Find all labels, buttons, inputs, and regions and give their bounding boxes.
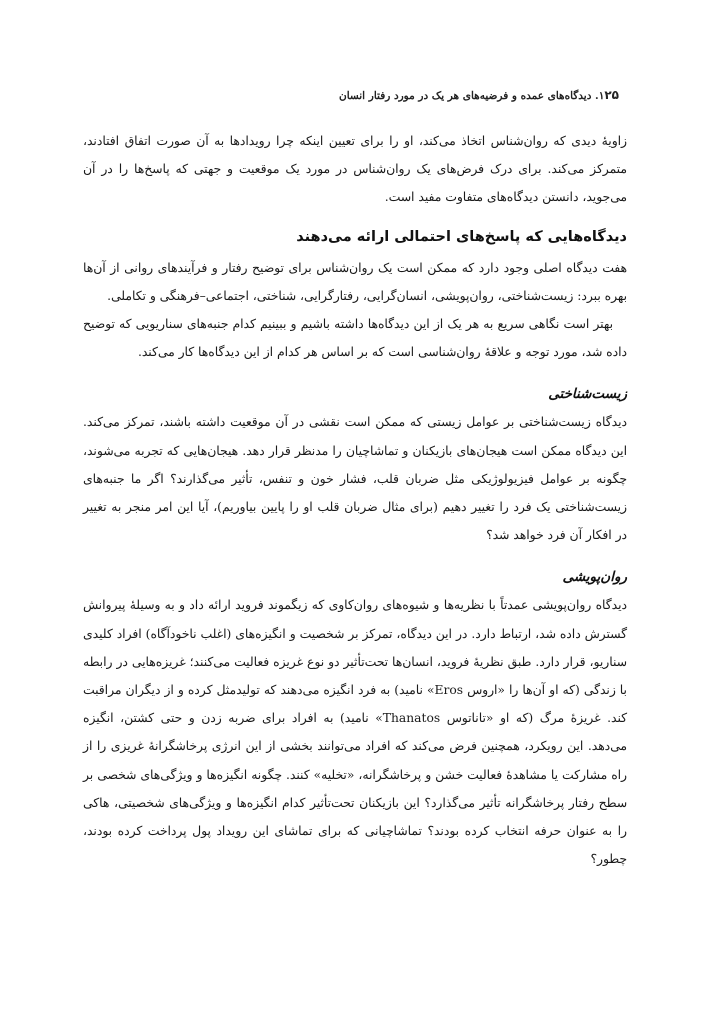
section-paragraph-1: هفت دیدگاه اصلی وجود دارد که ممکن است یک روان‌شناس برای توضیح رفتار و فرآیندهای روانی از آن‌ها بهره ببرد: زیست‌شناختی، روان‌پویشی، انسان‌گرایی، رفتارگرایی، شناختی، اجتماعی–فرهنگی و تکاملی. [83, 260, 627, 303]
chapter-title: ۱. دیدگاه‌های عمده و فرضیه‌های هر یک در مورد رفتار انسان [338, 90, 605, 102]
page-content [83, 127, 627, 873]
psychodynamic-paragraph: دیدگاه روان‌پویشی عمدتاً با نظریه‌ها و شیوه‌های روان‌کاوی که زیگموند فروید ارائه داد و به وسیلهٔ پیروانش گسترش داده شد، ارتباط دارد. در این دیدگاه، تمرکز بر شخصیت و انگیزه‌های (اغلب ناخودآگاه) افراد کلیدی سناریو، قرار دارد. طبق نظریهٔ فروید، انسان‌ها تحت‌تأثیر دو نوع غریزه فعالیت می‌کنند؛ غریزه‌هایی در رابطه با زندگی (که او آن‌ها را «اروس Eros» نامید) به فرد انگیزه می‌دهند که تولیدمثل کرده و از دیگران مراقبت کند. غریزهٔ مرگ (که او «تاناتوس Thanatos» نامید) به افراد برای ضربه زدن و حتی کشتن، انگیزه می‌دهد. این رویکرد، همچنین فرض می‌کند که افراد می‌توانند بخشی از این انرژی پرخاشگرانهٔ غریزی را از راه مشارکت یا مشاهدهٔ فعالیت خشن و پرخاشگرانه، «تخلیه» کنند. چگونه انگیزه‌ها و ویژگی‌های شخصی بر سطح رفتار پرخاشگرانه تأثیر می‌گذارد؟ این بازیکنان تحت‌تأثیر کدام انگیزه‌ها و ویژگی‌های شخصیتی، هاکی را به عنوان حرفه انتخاب کرده بودند؟ تماشاچیانی که برای تماشای این رویداد پول پرداخت کرده بودند، چطور؟ [83, 598, 628, 867]
section-paragraph-2: بهتر است نگاهی سریع به هر یک از این دیدگاه‌ها داشته باشیم و ببینیم کدام جنبه‌های سناریویی که توضیح داده شد، مورد توجه و علاقهٔ روان‌شناسی است که بر اساس هر کدام از این دیدگاه‌ها کار می‌کند. [83, 317, 627, 360]
biological-heading: زیست‌شناختی [548, 386, 627, 403]
section-heading: دیدگاه‌هایی که پاسخ‌های احتمالی ارائه می‌دهند [296, 228, 627, 245]
psychodynamic-heading: روان‌پویشی [562, 569, 627, 586]
biological-paragraph: دیدگاه زیست‌شناختی بر عوامل زیستی که ممکن است نقشی در آن موقعیت داشته باشند، تمرکز می‌کند. این دیدگاه ممکن است هیجان‌های بازیکنان و تماشاچیان را مدنظر قرار دهد. هیجان‌هایی که تجربه می‌شوند، چگونه بر عوامل فیزیولوژیکی مثل ضربان قلب، فشار خون و تنفس، تأثیر می‌گذارند؟ اگر ما جنبه‌های زیست‌شناختی یک فرد را تغییر دهیم (برای مثال ضربان قلب او را پایین بیاوریم)، آیا این امر منجر به تغییر در افکار آن فرد خواهد شد؟ [83, 415, 627, 543]
running-header [83, 88, 627, 102]
page-number: ۲۵ [604, 88, 619, 102]
intro-paragraph: زاویهٔ دیدی که روان‌شناس اتخاذ می‌کند، او را برای تعیین اینکه چرا رویدادها به آن صورت اتفاق افتادند، متمرکز می‌کند. برای درک فرض‌های یک روان‌شناس در مورد یک موقعیت و جهتی که پاسخ‌ها را در آن می‌جوید، دانستن دیدگاه‌های متفاوت مفید است. [83, 134, 627, 205]
